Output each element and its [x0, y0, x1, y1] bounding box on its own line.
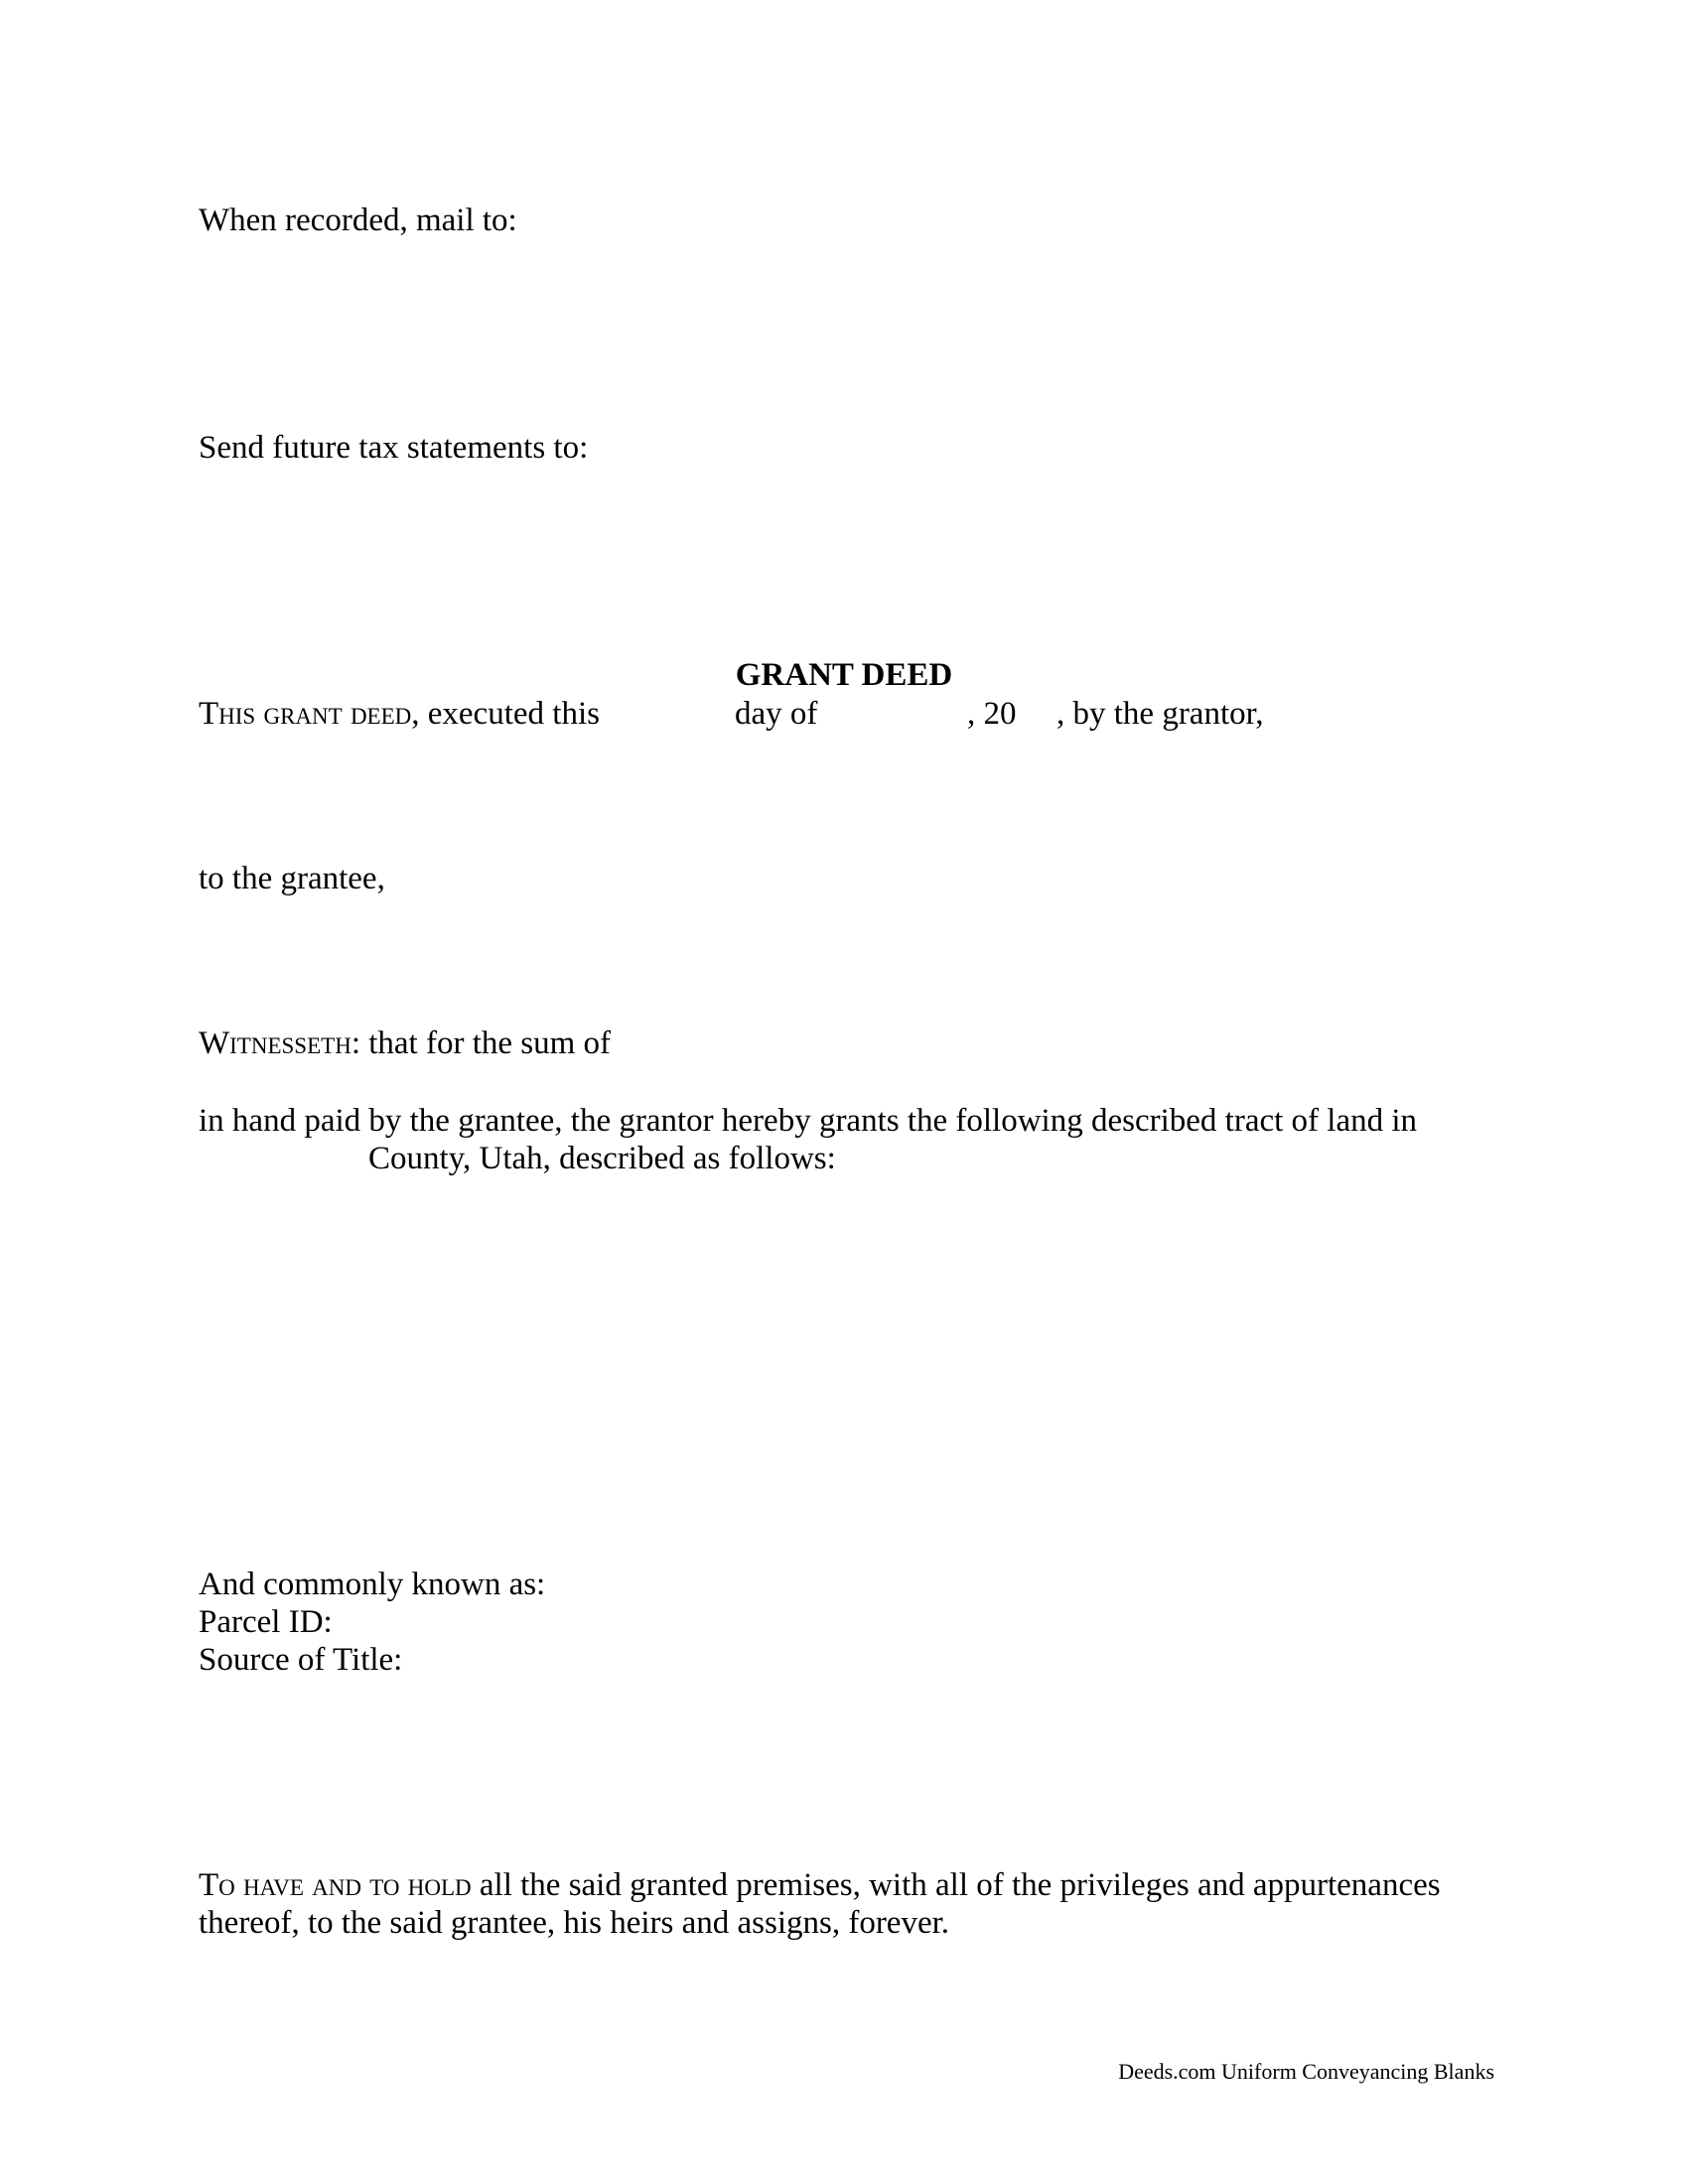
grantee-line: to the grantee, [199, 861, 385, 896]
executed-text: , executed this [411, 696, 600, 732]
execution-lead-caps: This grant deed [199, 696, 412, 732]
grant-clause-line1: in hand paid by the grantee, the grantor hereby grants the following described tract of land in [199, 1103, 1418, 1139]
witnesseth-line [199, 1024, 611, 1063]
habendum-line1 [199, 1866, 1441, 1905]
habendum-line1-rest: all the said granted premises, with all of the privileges and appurtenances [471, 1867, 1441, 1903]
habendum-line2: thereof, to the said grantee, his heirs and assigns, forever. [199, 1905, 950, 1941]
grant-clause-line2: County, Utah, described as follows: [368, 1141, 836, 1176]
commonly-known-label: And commonly known as: [199, 1567, 546, 1602]
document-title: GRANT DEED [735, 657, 953, 693]
footer-text: Deeds.com Uniform Conveyancing Blanks [1118, 2059, 1494, 2084]
witnesseth-text: : that for the sum of [351, 1025, 612, 1061]
day-of-text: day of [735, 696, 818, 732]
witnesseth-caps: Witnesseth [199, 1025, 352, 1061]
source-of-title-label: Source of Title: [199, 1642, 403, 1678]
parcel-id-label: Parcel ID: [199, 1604, 333, 1640]
execution-line-lead [199, 695, 600, 734]
tax-statements-label: Send future tax statements to: [199, 430, 589, 466]
habendum-caps: To have and to hold [199, 1867, 472, 1903]
year-prefix-text: , 20 [967, 696, 1017, 732]
by-grantor-text: , by the grantor, [1056, 696, 1264, 732]
mail-to-label: When recorded, mail to: [199, 203, 517, 238]
